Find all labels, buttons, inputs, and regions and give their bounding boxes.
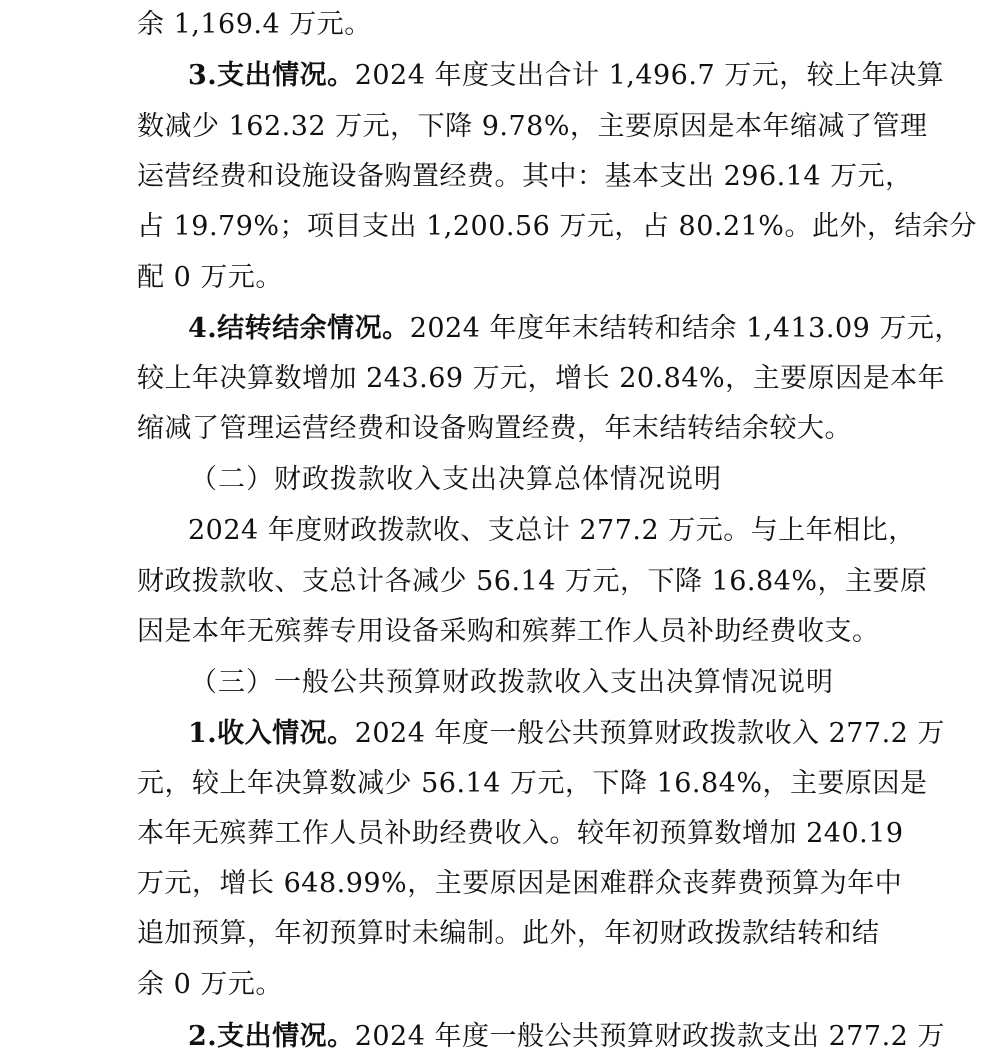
- section-heading-carryover: 4.结转结余情况。: [188, 313, 410, 344]
- text-line-18: 万元，增长 648.99%，主要原因是困难群众丧葬费预算为年中: [137, 868, 903, 899]
- text-line-19: 追加预算，年初预算时未编制。此外，年初财政拨款结转和结: [137, 918, 880, 949]
- section-heading-income: 1.收入情况。: [188, 718, 355, 749]
- text-line-20: 余 0 万元。: [137, 969, 283, 1000]
- text-line-21: 2.支出情况。2024 年度一般公共预算财政拨款支出 277.2 万: [188, 1021, 945, 1052]
- text-line-17: 本年无殡葬工作人员补助经费收入。较年初预算数增加 240.19: [137, 818, 904, 849]
- subsection-heading-2: （二）财政拨款收入支出决算总体情况说明: [190, 464, 722, 495]
- text-line-15: 1.收入情况。2024 年度一般公共预算财政拨款收入 277.2 万: [188, 718, 945, 749]
- subsection-heading-3: （三）一般公共预算财政拨款收入支出决算情况说明: [190, 667, 834, 698]
- section-heading-general-expenditure: 2.支出情况。: [188, 1021, 355, 1052]
- text-line-9: 缩减了管理运营经费和设备购置经费，年末结转结余较大。: [137, 413, 852, 444]
- text-line-2: 3.支出情况。2024 年度支出合计 1,496.7 万元，较上年决算: [188, 60, 945, 91]
- text-line-3: 数减少 162.32 万元，下降 9.78%，主要原因是本年缩减了管理: [137, 111, 928, 142]
- text-line-5: 占 19.79%；项目支出 1,200.56 万元，占 80.21%。此外，结余分: [137, 211, 977, 242]
- text-line-8: 较上年决算数增加 243.69 万元，增长 20.84%，主要原因是本年: [137, 363, 946, 394]
- text-line-7: 4.结转结余情况。2024 年度年末结转和结余 1,413.09 万元，: [188, 313, 962, 344]
- text-line-16: 元，较上年决算数减少 56.14 万元，下降 16.84%，主要原因是: [137, 768, 928, 799]
- text-line-11: 2024 年度财政拨款收、支总计 277.2 万元。与上年相比，: [188, 515, 916, 546]
- text-line-4: 运营经费和设施设备购置经费。其中：基本支出 296.14 万元，: [137, 161, 913, 192]
- text-line-6: 配 0 万元。: [137, 262, 283, 293]
- section-heading-expenditure: 3.支出情况。: [188, 60, 355, 91]
- text-line-12: 财政拨款收、支总计各减少 56.14 万元，下降 16.84%，主要原: [137, 566, 928, 597]
- text-line-13: 因是本年无殡葬专用设备采购和殡葬工作人员补助经费收支。: [137, 616, 880, 647]
- text-line-1: 余 1,169.4 万元。: [137, 9, 372, 40]
